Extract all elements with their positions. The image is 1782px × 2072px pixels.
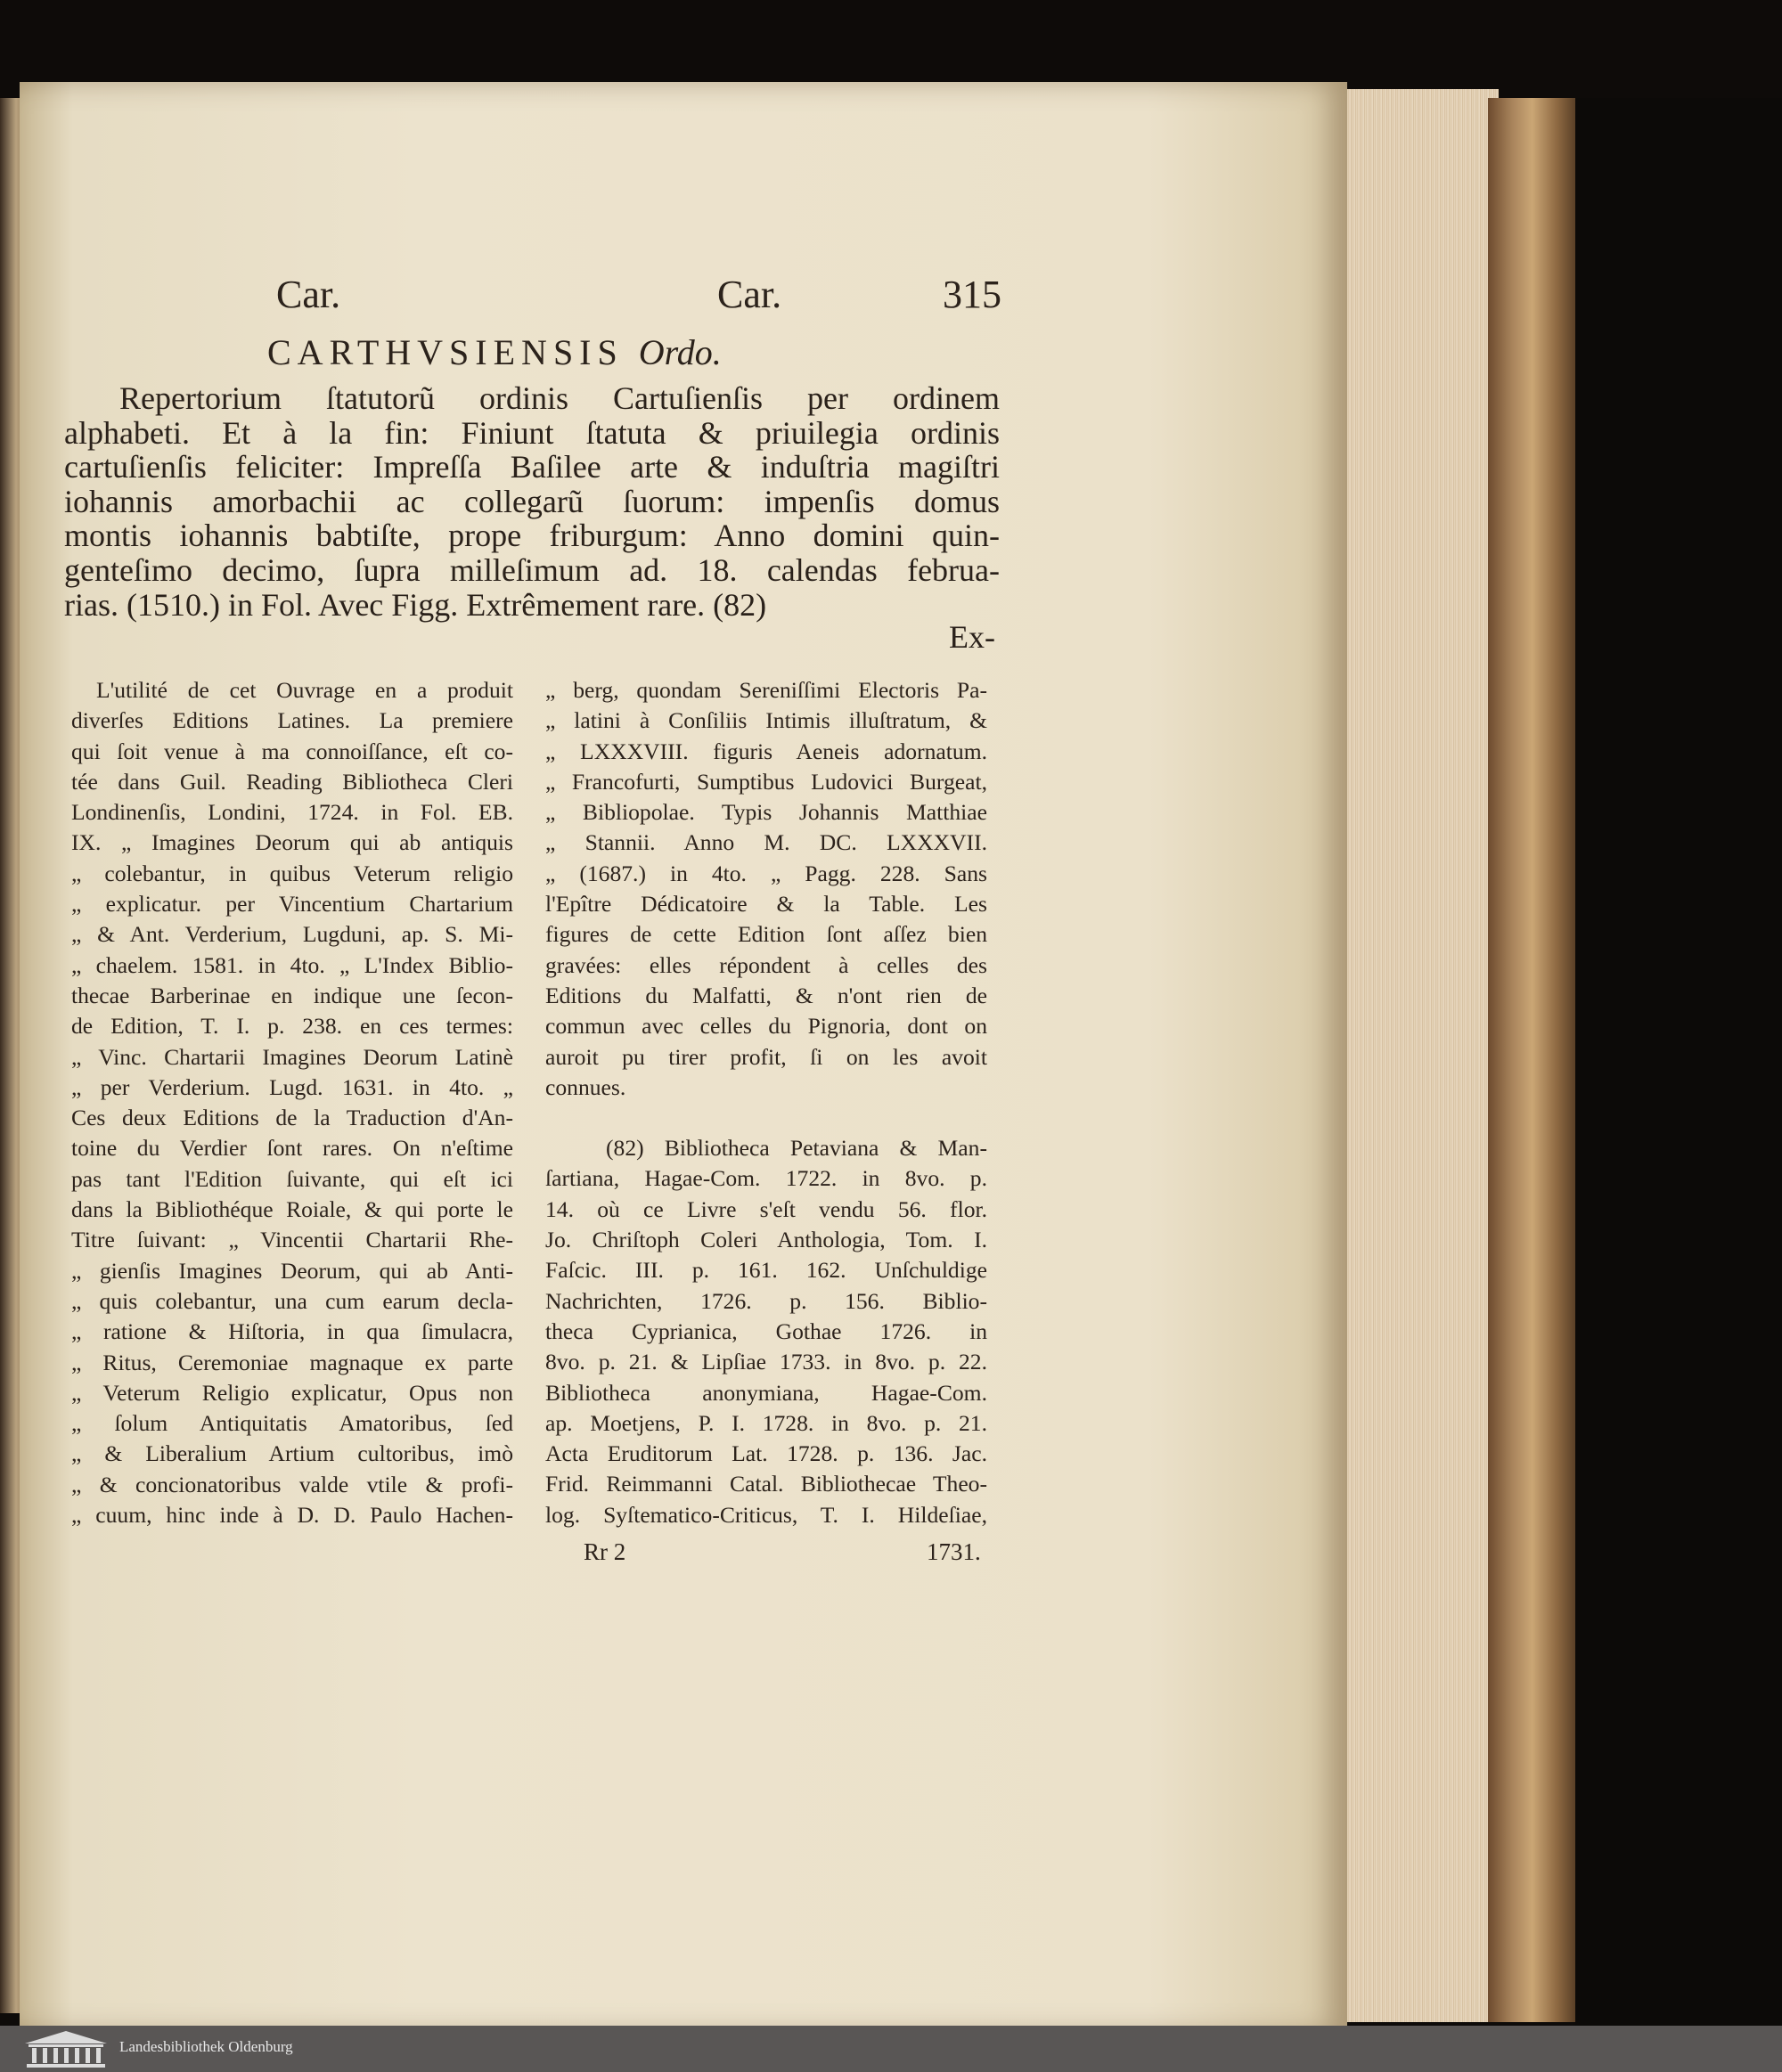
column-line: Ces deux Editions de la Traduction d'An- <box>71 1105 513 1131</box>
entry-title <box>267 331 722 373</box>
column-line: gravées: elles répondent à celles des <box>545 951 987 978</box>
column-line: „ ſolum Antiquitatis Amatoribus, ſed <box>71 1410 513 1437</box>
column-line: dans la Bibliothéque Roiale, & qui porte le <box>71 1196 513 1223</box>
page-number: 315 <box>943 273 1001 316</box>
footnote-line: Nachrichten, 1726. p. 156. Biblio- <box>545 1287 987 1314</box>
column-line: commun avec celles du Pignoria, dont on <box>545 1013 987 1040</box>
column-line: „ LXXXVIII. figuris Aeneis adornatum. <box>545 738 987 764</box>
column-line: „ gienſis Imagines Deorum, qui ab Anti- <box>71 1257 513 1284</box>
column-line: „ Vinc. Chartarii Imagines Deorum Latinè <box>71 1043 513 1070</box>
column-line: „ & Ant. Verderium, Lugduni, ap. S. Mi- <box>71 921 513 948</box>
footnote-line: Bibliotheca anonymiana, Hagae-Com. <box>545 1379 987 1406</box>
column-line: „ Ritus, Ceremoniae magnaque ex parte <box>71 1349 513 1375</box>
column-line: „ latini à Conſiliis Intimis illuſtratum, & <box>545 707 987 734</box>
column-line: pas tant l'Edition ſuivante, qui eſt ici <box>71 1165 513 1192</box>
book-binding <box>1488 98 1586 2022</box>
footnote-line: log. Syſtematico-Criticus, T. I. Hildeſiae, <box>545 1501 987 1528</box>
footnote-line: Frid. Reimmanni Catal. Bibliothecae Theo- <box>545 1471 987 1497</box>
column-line: auroit pu tirer profit, ſi on les avoit <box>545 1043 987 1070</box>
column-line: connues. <box>545 1073 626 1100</box>
column-line: „ & Liberalium Artium cultoribus, imò <box>71 1440 513 1467</box>
running-head-center: Car. <box>717 273 782 316</box>
left-column <box>71 675 513 1530</box>
footnote-line: 8vo. p. 21. & Lipſiae 1733. in 8vo. p. 22. <box>545 1349 987 1375</box>
column-line: thecae Barberinae en indique une ſecon- <box>71 982 513 1008</box>
column-line: „ chaelem. 1581. in 4to. „ L'Index Biblio- <box>71 951 513 978</box>
column-line: „ colebantur, in quibus Veterum religio <box>71 860 513 886</box>
column-line: „ explicatur. per Vincentium Chartarium <box>71 891 513 918</box>
column-line: „ berg, quondam Sereniſſimi Electoris Pa- <box>545 677 987 703</box>
column-line: „ Stannii. Anno M. DC. LXXXVII. <box>545 829 987 856</box>
column-line: L'utilité de cet Ouvrage en a produit <box>96 677 513 703</box>
entry-line: montis iohannis babtiſte, prope friburgum: Anno domini quin- <box>64 518 1000 554</box>
column-line: Titre ſuivant: „ Vincentii Chartarii Rhe- <box>71 1227 513 1253</box>
entry-line: cartuſienſis feliciter: Impreſſa Baſilee arte & induſtria magiſtri <box>64 449 1000 485</box>
column-line: „ & concionatoribus valde vtile & profi- <box>71 1471 513 1497</box>
footnote-line: Faſcic. III. p. 161. 162. Unſchuldige <box>545 1257 987 1284</box>
entry-text <box>64 381 1000 622</box>
column-line: „ cuum, hinc inde à D. D. Paulo Hachen- <box>71 1502 513 1529</box>
footnote-line: ſartiana, Hagae-Com. 1722. in 8vo. p. <box>545 1165 987 1192</box>
page-edges <box>1329 89 1499 2022</box>
footnote-line: Jo. Chriſtoph Coleri Anthologia, Tom. I. <box>545 1227 987 1253</box>
column-line: qui ſoit venue à ma connoiſſance, eſt co- <box>71 738 513 764</box>
column-line: diverſes Editions Latines. La premiere <box>71 707 513 734</box>
column-line: „ quis colebantur, una cum earum decla- <box>71 1287 513 1314</box>
column-line: „ (1687.) in 4to. „ Pagg. 228. Sans <box>545 860 987 886</box>
column-line: „ Bibliopolae. Typis Johannis Matthiae <box>545 799 987 826</box>
column-line: IX. „ Imagines Deorum qui ab antiquis <box>71 829 513 856</box>
entry-line: genteſimo decimo, ſupra milleſimum ad. 18. calendas februa- <box>64 551 1000 588</box>
right-column <box>545 675 987 1530</box>
footnote-line: (82) Bibliotheca Petaviana & Man- <box>606 1135 987 1162</box>
footnote-line: theca Cyprianica, Gothae 1726. in <box>545 1317 987 1344</box>
entry-line: iohannis amorbachii ac collegarũ ſuorum: impenſis domus <box>64 483 1000 519</box>
footnote-line: 14. où ce Livre s'eſt vendu 56. flor. <box>545 1195 987 1222</box>
column-line: Editions du Malfatti, & n'ont rien de <box>545 982 987 1008</box>
background-shadow <box>1575 98 1782 2026</box>
column-line: toine du Verdier ſont rares. On n'eſtime <box>71 1135 513 1162</box>
footnote-line: Acta Eruditorum Lat. 1728. p. 136. Jac. <box>545 1440 987 1467</box>
column-line: „ Veterum Religio explicatur, Opus non <box>71 1379 513 1406</box>
footnote-line: ap. Moetjens, P. I. 1728. in 8vo. p. 21. <box>545 1409 987 1436</box>
column-line: tée dans Guil. Reading Bibliotheca Cleri <box>71 768 513 795</box>
signature-catchword: 1731. <box>927 1538 981 1565</box>
signature-mark: Rr 2 <box>584 1538 626 1565</box>
entry-title-caps: CARTHVSIENSIS <box>267 332 624 372</box>
column-line: Londinenſis, Londini, 1724. in Fol. EB. <box>71 799 513 826</box>
column-line: „ Francofurti, Sumptibus Ludovici Burgeat, <box>545 768 987 795</box>
entry-line: Repertorium ſtatutorũ ordinis Cartuſienſis per ordinem <box>119 380 1000 416</box>
library-name: Landesbibliothek Oldenburg <box>119 2038 293 2055</box>
column-line: figures de cette Edition ſont aſſez bien <box>545 921 987 948</box>
column-line: de Edition, T. I. p. 238. en ces termes: <box>71 1013 513 1040</box>
entry-title-italic: Ordo. <box>638 332 722 372</box>
column-line: l'Epître Dédicatoire & la Table. Les <box>545 891 987 918</box>
entry-line: rias. (1510.) in Fol. Avec Figg. Extrêmement rare. (82) <box>64 586 767 623</box>
library-building-icon <box>23 2029 109 2068</box>
entry-line: alphabeti. Et à la fin: Finiunt ſtatuta & priuilegia ordinis <box>64 414 1000 451</box>
catchword: Ex- <box>949 619 995 655</box>
running-head-left: Car. <box>276 273 341 316</box>
column-line: „ per Verderium. Lugd. 1631. in 4to. „ <box>71 1073 513 1100</box>
column-line: „ ratione & Hiſtoria, in qua ſimulacra, <box>71 1318 513 1345</box>
